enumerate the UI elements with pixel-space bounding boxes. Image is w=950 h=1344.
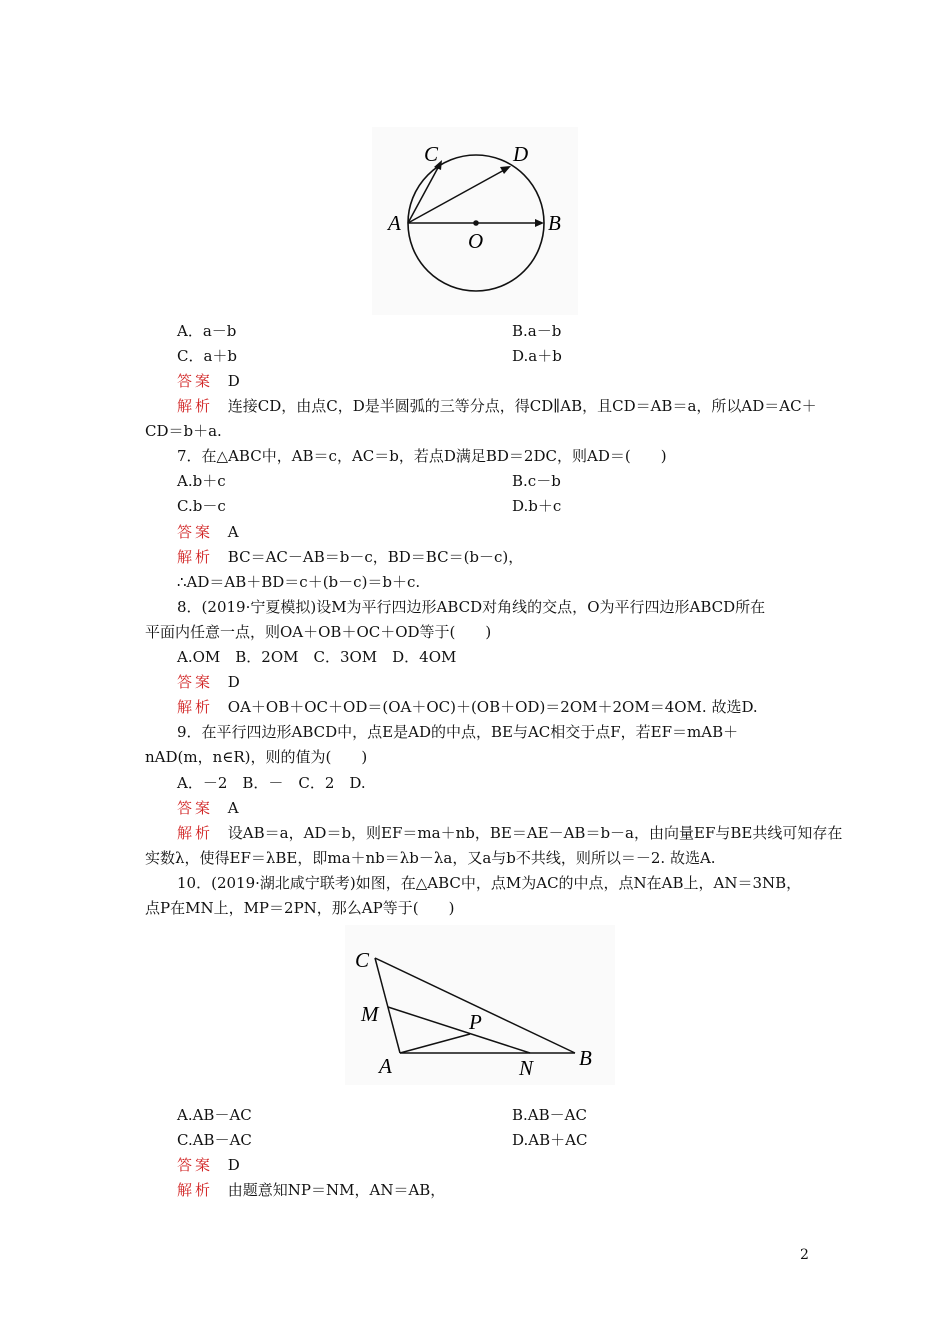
q6-option-c: C．a＋b: [177, 347, 238, 365]
analysis-text: BC＝AC－AB＝b－c，BD＝BC＝(b－c)，: [227, 548, 524, 566]
q7-option-c: C.b－c: [177, 497, 226, 515]
label-c: C: [355, 948, 370, 972]
q10-answer: [177, 1155, 240, 1175]
label-o: O: [468, 229, 484, 253]
answer-value: D: [227, 1156, 240, 1174]
answer-value: D: [227, 372, 240, 390]
triangle-diagram: [345, 925, 615, 1085]
q9-analysis-cont: 实数λ，使得EF＝λBE，即ma＋nb＝λb－λa，又a与b不共线，则所以＝－2. 故选A.: [145, 849, 716, 867]
q6-option-d: D.a＋b: [512, 347, 562, 365]
answer-label: 答案: [177, 372, 214, 390]
label-p: P: [469, 1010, 482, 1034]
q10-stem: 10．(2019·湖北咸宁联考)如图，在△ABC中，点M为AC的中点，点N在AB上，AN＝3NB，: [177, 874, 802, 892]
figure-triangle: [345, 925, 615, 1085]
q7-analysis: [177, 547, 523, 567]
q7-option-d: D.b＋c: [512, 497, 562, 515]
q9-answer: [177, 798, 239, 818]
page-number: 2: [800, 1247, 809, 1263]
q10-option-d: D.AB＋AC: [512, 1131, 588, 1149]
answer-value: A: [227, 523, 239, 541]
analysis-label: 解析: [177, 824, 214, 842]
label-m: M: [361, 1002, 379, 1026]
q6-analysis: [177, 396, 817, 416]
figure-circle: [372, 127, 578, 315]
q7-option-a: A.b＋c: [177, 472, 226, 490]
q9-analysis: [177, 823, 842, 843]
analysis-text: OA＋OB＋OC＋OD＝(OA＋OC)＋(OB＋OD)＝2OM＋2OM＝4OM. 故选D.: [227, 698, 758, 716]
answer-value: D: [227, 673, 240, 691]
analysis-text: 由题意知NP＝NM，AN＝AB，: [227, 1181, 446, 1199]
q8-stem-cont: 平面内任意一点，则OA＋OB＋OC＋OD等于( ): [145, 623, 492, 641]
analysis-label: 解析: [177, 548, 214, 566]
label-a: A: [379, 1054, 392, 1078]
q10-option-a: A.AB－AC: [177, 1106, 252, 1124]
q8-options: A.OM B．2OM C．3OM D．4OM: [177, 648, 457, 666]
q8-analysis: [177, 697, 758, 717]
analysis-label: 解析: [177, 397, 214, 415]
label-n: N: [519, 1056, 534, 1080]
q7-stem: 7．在△ABC中，AB＝c，AC＝b，若点D满足BD＝2DC，则AD＝( ): [177, 447, 667, 465]
q6-analysis-cont: CD＝b＋a.: [145, 422, 222, 440]
q6-option-b: B.a－b: [512, 322, 562, 340]
center-o: [473, 220, 479, 226]
label-b: B: [579, 1046, 592, 1070]
q10-stem-cont: 点P在MN上，MP＝2PN，那么AP等于( ): [145, 899, 455, 917]
q7-analysis-cont: ∴AD＝AB＋BD＝c＋(b－c)＝b＋c.: [177, 573, 421, 591]
label-a: A: [388, 211, 401, 235]
q10-option-c: C.AB－AC: [177, 1131, 252, 1149]
q7-option-b: B.c－b: [512, 472, 561, 490]
answer-label: 答案: [177, 523, 214, 541]
analysis-label: 解析: [177, 698, 214, 716]
q9-stem-cont: nAD(m，n∈R)，则的值为( ): [145, 748, 368, 766]
q6-answer: [177, 371, 240, 391]
label-d: D: [513, 142, 529, 166]
answer-label: 答案: [177, 1156, 214, 1174]
q9-stem: 9．在平行四边形ABCD中，点E是AD的中点，BE与AC相交于点F，若EF＝mAB＋: [177, 723, 739, 741]
q9-options: A．－2 B．－ C．2 D.: [177, 774, 366, 792]
q8-answer: [177, 672, 240, 692]
label-c: C: [424, 142, 439, 166]
analysis-label: 解析: [177, 1181, 214, 1199]
q10-analysis: [177, 1180, 445, 1200]
q6-option-a: A．a－b: [177, 322, 237, 340]
answer-label: 答案: [177, 673, 214, 691]
label-b: B: [548, 211, 561, 235]
analysis-text: 连接CD，由点C，D是半圆弧的三等分点，得CD∥AB，且CD＝AB＝a，所以AD＝AC＋: [227, 397, 817, 415]
circle-diagram: [372, 127, 578, 315]
answer-value: A: [227, 799, 239, 817]
analysis-text: 设AB＝a，AD＝b，则EF＝ma＋nb，BE＝AE－AB＝b－a，由向量EF与BE共线可知存在: [227, 824, 843, 842]
answer-label: 答案: [177, 799, 214, 817]
q8-stem: 8．(2019·宁夏模拟)设M为平行四边形ABCD对角线的交点，O为平行四边形ABCD所在: [177, 598, 766, 616]
q7-answer: [177, 522, 239, 542]
q10-option-b: B.AB－AC: [512, 1106, 587, 1124]
